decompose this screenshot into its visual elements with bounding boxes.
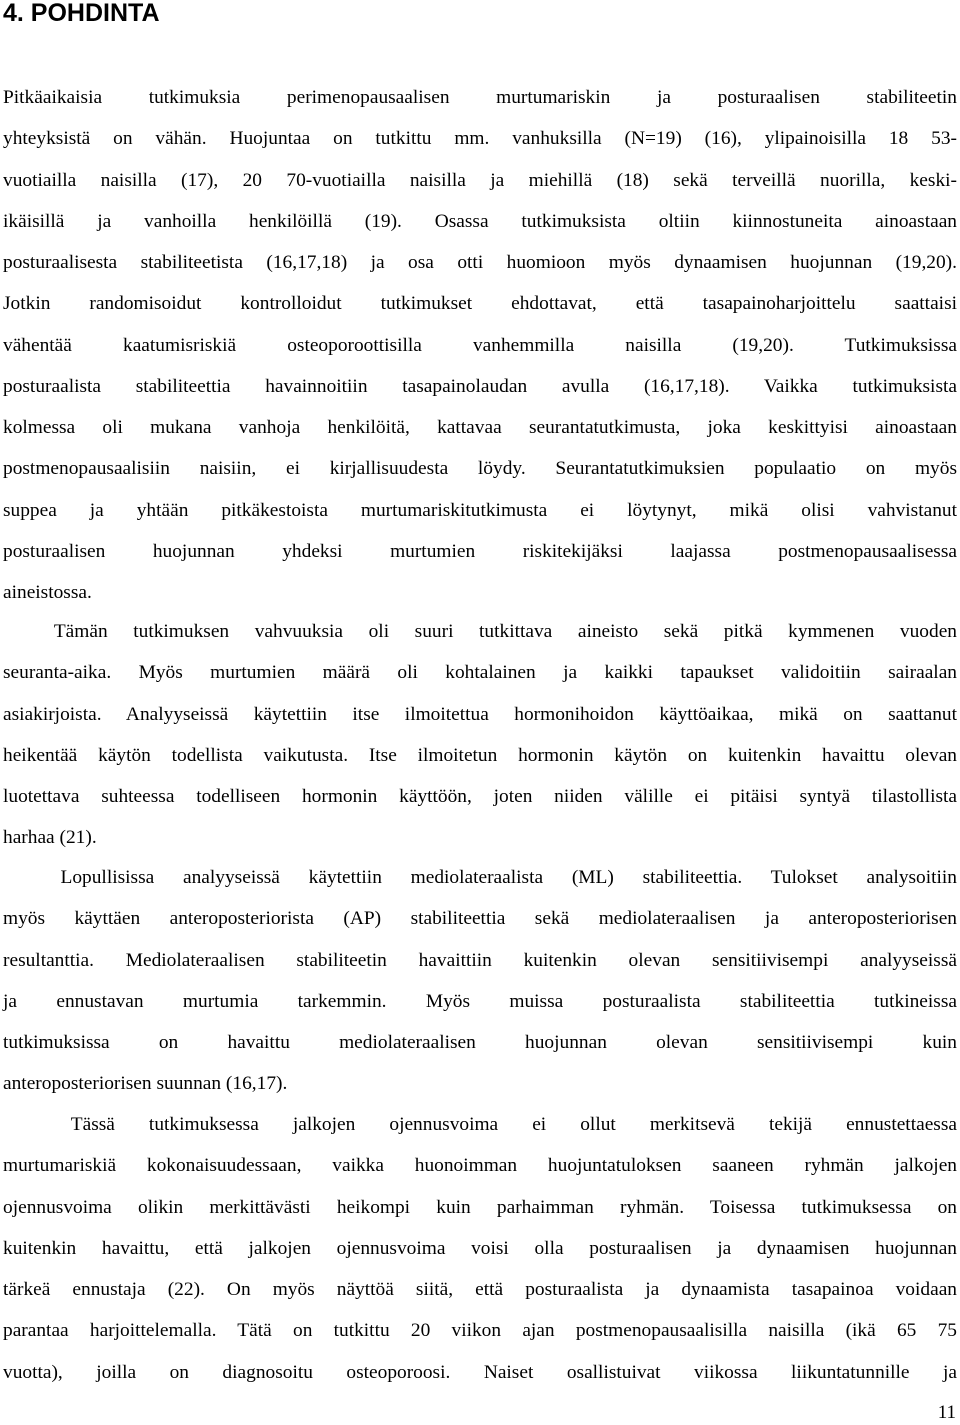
text-line: luotettava suhteessa todelliseen hormonin käyttöön, joten niiden välille ei pitäisi syntyä tilastollista — [3, 786, 957, 807]
text-line: harhaa (21). — [3, 827, 97, 849]
text-line: yhteyksistä on vähän. Huojuntaa on tutkittu mm. vanhuksilla (N=19) (16), ylipainoisilla 18 53- — [3, 128, 957, 150]
text-line: anteroposteriorisen suunnan (16,17). — [3, 1073, 288, 1095]
text-line: kolmessa oli mukana vanhoja henkilöitä, kattavaa seurantatutkimusta, joka keskittyisi ainoastaan — [3, 417, 957, 438]
text-line: kuitenkin havaittu, että jalkojen ojennusvoima voisi olla posturaalisen ja dynaamisen huojunnan — [3, 1237, 957, 1259]
text-line: Tämän tutkimuksen vahvuuksia oli suuri tutkittava aineisto sekä pitkä kymmenen vuoden — [3, 621, 957, 642]
text-line: vähentää kaatumisriskiä osteoporoottisilla vanhemmilla naisilla (19,20). Tutkimuksissa — [3, 334, 957, 356]
text-line: ojennusvoima olikin merkittävästi heikompi kuin parhaimman ryhmän. Toisessa tutkimuksessa on — [3, 1196, 957, 1218]
text-line: posturaalista stabiliteettia havainnoitiin tasapainolaudan avulla (16,17,18). Vaikka tutkimuksista — [3, 375, 957, 397]
text-line: tärkeä ennustaja (22). On myös näyttöä siitä, että posturaalista ja dynaamista tasapainoa voidaan — [3, 1279, 957, 1300]
text-line: tutkimuksissa on havaittu mediolateraalisen huojunnan olevan sensitiivisempi kuin — [3, 1032, 957, 1053]
text-line: ja ennustavan murtumia tarkemmin. Myös muissa posturaalista stabiliteettia tutkineissa — [3, 990, 957, 1012]
text-line: myös käyttäen anteroposteriorista (AP) stabiliteettia sekä mediolateraalisen ja anteroposteriorisen — [3, 908, 957, 930]
text-line: Pitkäaikaisia tutkimuksia perimenopausaalisen murtumariskin ja posturaalisen stabiliteetin — [3, 87, 957, 108]
text-line: Lopullisissa analyyseissä käytettiin mediolateraalista (ML) stabiliteettia. Tulokset analysoitiin — [3, 867, 957, 888]
text-line: postmenopausaalisiin naisiin, ei kirjallisuudesta löydy. Seurantatutkimuksien populaatio on myös — [3, 458, 957, 480]
text-line: vuotiailla naisilla (17), 20 70-vuotiailla naisilla ja miehillä (18) sekä terveillä nuorilla, keski- — [3, 169, 957, 191]
text-line: posturaalisesta stabiliteetista (16,17,18) ja osa otti huomioon myös dynaamisen huojunnan (19,20). — [3, 252, 957, 273]
text-line: Tässä tutkimuksessa jalkojen ojennusvoima ei ollut merkitsevä tekijä ennustettaessa — [3, 1114, 957, 1135]
text-line: heikentää käytön todellista vaikutusta. Itse ilmoitetun hormonin käytön on kuitenkin havaittu olevan — [3, 744, 957, 766]
text-line: asiakirjoista. Analyyseissä käytettiin itse ilmoitettua hormonihoidon käyttöaikaa, mikä on saattanut — [3, 703, 957, 725]
text-line: suppea ja yhtään pitkäkestoista murtumariskitutkimusta ei löytynyt, mikä olisi vahvistanut — [3, 499, 957, 521]
text-line: posturaalisen huojunnan yhdeksi murtumien riskitekijäksi laajassa postmenopausaalisessa — [3, 540, 957, 562]
text-line: seuranta-aika. Myös murtumien määrä oli kohtalainen ja kaikki tapaukset validoitiin sairaalan — [3, 662, 957, 684]
text-line: murtumariskiä kokonaisuudessaan, vaikka huonoimman huojuntatuloksen saaneen ryhmän jalkojen — [3, 1155, 957, 1177]
paragraph-final-analyses — [3, 857, 957, 1105]
text-line: parantaa harjoittelemalla. Tätä on tutkittu 20 viikon ajan postmenopausaalisilla naisilla (ikä 65 75 — [3, 1320, 957, 1342]
paragraph-strengths — [3, 611, 957, 859]
text-line: aineistossa. — [3, 582, 92, 603]
text-line: ikäisillä ja vanhoilla henkilöillä (19). Osassa tutkimuksista oltiin kiinnostuneita ainoastaan — [3, 210, 957, 232]
text-line: resultanttia. Mediolateraalisen stabiliteetin havaittiin kuitenkin olevan sensitiivisempi analyyseissä — [3, 949, 957, 971]
paragraph-leg-extension-strength — [3, 1104, 957, 1393]
text-line: Jotkin randomisoidut kontrolloidut tutkimukset ehdottavat, että tasapainoharjoittelu saattaisi — [3, 293, 957, 315]
paragraph-prior-studies — [3, 77, 957, 613]
section-heading: 4. POHDINTA — [3, 0, 160, 27]
page-number: 11 — [937, 1402, 956, 1423]
text-line: vuotta), joilla on diagnosoitu osteoporoosi. Naiset osallistuivat viikossa liikuntatunnille ja — [3, 1361, 957, 1383]
